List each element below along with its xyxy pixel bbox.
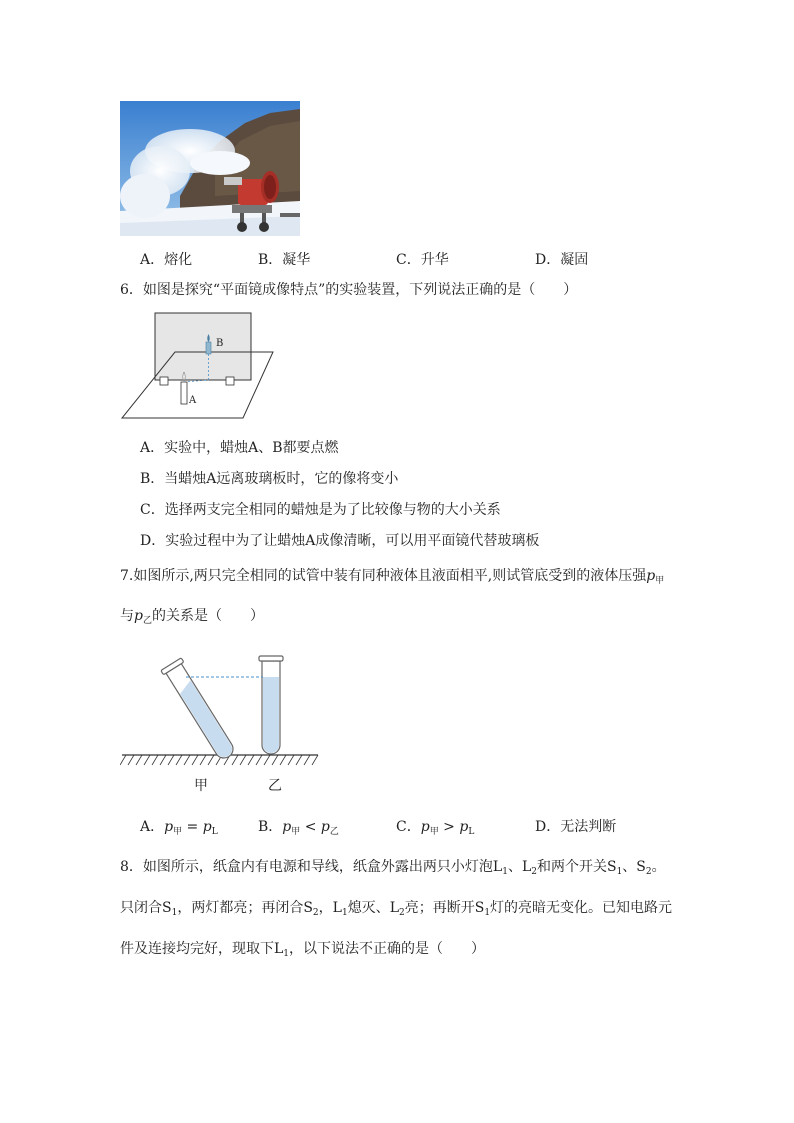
q7-stem-line1: 7.如图所示,两只完全相同的试管中装有同种液体且液面相平,则试管底受到的液体压强$p_甲$ (120, 568, 665, 586)
plane-mirror-diagram (120, 310, 280, 422)
label-jia: 甲 (194, 778, 208, 794)
test-tubes-diagram (120, 643, 320, 771)
q7-stem-line2: 与$p_乙$的关系是（ ） (120, 608, 264, 626)
q7-option-d: D．无法判断 (535, 819, 617, 835)
label-b: B (216, 338, 224, 349)
q6-option-d: D．实验过程中为了让蜡烛A成像清晰，可以用平面镜代替玻璃板 (140, 533, 540, 549)
q5-option-b: B．凝华 (258, 252, 311, 268)
q5-option-c: C．升华 (396, 252, 449, 268)
q7-option-c: C．$p_甲 > p_L$ (396, 819, 475, 837)
q7-option-b: B．$p_甲 < p_乙$ (258, 819, 339, 837)
q7-option-a: A．$p_甲 = p_L$ (140, 819, 218, 837)
q5-option-d: D．凝固 (535, 252, 589, 268)
q8-line2: 只闭合$S_1$，两灯都亮；再闭合$S_2$，$L_1$熄灭、$L_2$亮；再断开$S_1$灯的亮暗无变化。已知电路元 (120, 900, 673, 918)
snow-machine-photo (120, 101, 300, 236)
q5-option-a: A．熔化 (140, 252, 193, 268)
q6-option-b: B．当蜡烛A远离玻璃板时，它的像将变小 (140, 471, 399, 487)
label-yi: 乙 (268, 778, 282, 794)
q6-option-a: A．实验中，蜡烛A、B都要点燃 (140, 440, 339, 456)
q8-line3: 件及连接均完好，现取下$L_1$，以下说法不正确的是（ ） (120, 941, 486, 959)
q6-stem: 6．如图是探究“平面镜成像特点”的实验装置，下列说法正确的是（ ） (120, 282, 578, 298)
label-a: A (189, 395, 197, 406)
q8-line1: 8．如图所示，纸盒内有电源和导线，纸盒外露出两只小灯泡$L_1$、$L_2$和两个开关$S_1$、$S_2$。 (120, 859, 666, 877)
q6-option-c: C．选择两支完全相同的蜡烛是为了比较像与物的大小关系 (140, 502, 501, 518)
snow-machine-illustration (120, 101, 300, 236)
